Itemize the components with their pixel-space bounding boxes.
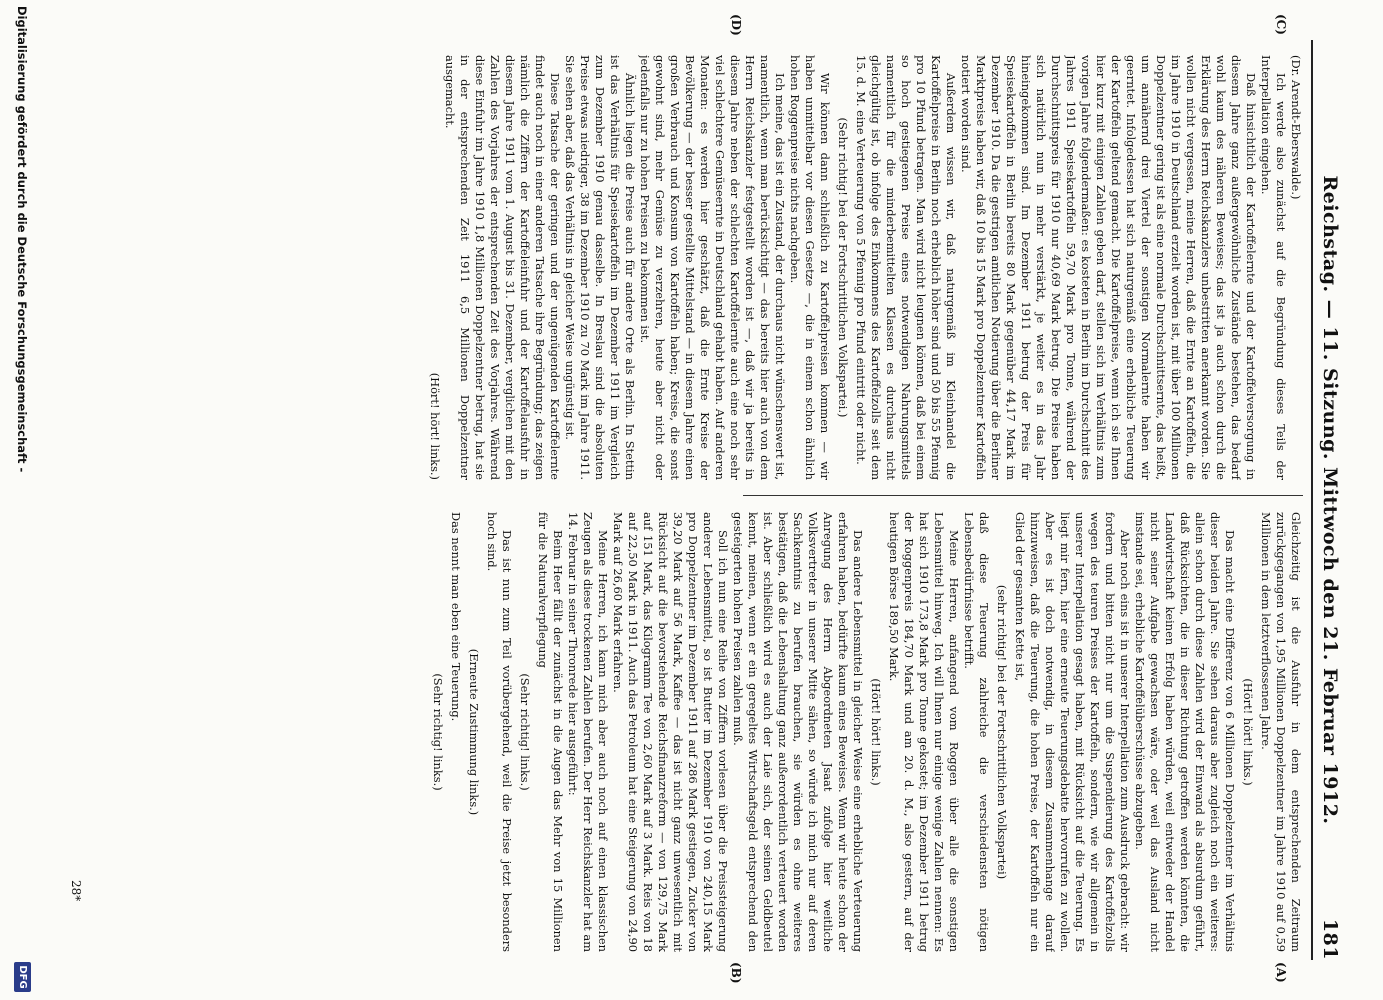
paragraph: Das macht eine Differenz von 6 Millionen Doppelzentner im Verhältnis dieser beiden Jahre. Sie sehen daraus aber zugleich noch ein weiteres: allein schon durch diese Zahlen wird der Einwand als absurdum geführt, daß Rücksichten, die in dieser Richtung getroffen werden könnten, die Landwirtschaft keinen Erfolg haben würden, weil entweder der Handel nicht seiner Aufgabe gewachsen wäre, oder weil das Ausland nicht imstande sei, erhebliche Kartoffelüberschüsse abzugeben. xyxy=(1133,512,1237,952)
paragraph: Meine Herren, ich kann mich aber auch noch auf einen klassischen Zeugen als diese trockenen Zahlen berufen. Der Herr Reichskanzler hat am 14. Februar in seiner Thronrede hier ausgeführt: xyxy=(566,512,610,952)
paragraph: daß diese Teuerung zahlreiche die verschiedensten nötigen Lebensbedürfnisse betrifft. xyxy=(962,512,991,952)
paragraph: (Hört! hört! links.) xyxy=(1241,678,1255,786)
margin-marker-a: (C) xyxy=(1274,14,1288,35)
digitization-footer xyxy=(11,0,33,1000)
text-column-right xyxy=(163,55,1303,480)
text-column-left xyxy=(163,512,1303,952)
page-number: 181 xyxy=(1319,918,1341,960)
paragraph: Das nennt man eben eine Teuerung. xyxy=(449,512,463,722)
page-header xyxy=(1311,40,1353,960)
page-signature: 28* xyxy=(69,880,83,902)
paragraph: Diese Tatsache der geringen und der ungenügenden Kartoffelernte findet auch noch in einer anderen Tatsache ihre Begründung; das zeigen nämlich die Ziffern der Kartoffeleinfuhr und der Kartoffelausfuhr in diesem Jahre 1911 vom 1. August bis 31. Dezember, verglichen mit den Zahlen des Vorjahres der entsprechenden Zeit des Vorjahres. Während diese Einfuhr im Jahre 1910 1,8 Millionen Doppelzentner betrug, hat sie in der entsprechenden Zeit 1911 6,5 Millionen Doppelzentner ausgemacht. xyxy=(443,55,562,480)
paragraph: Das andere Lebensmittel in gleicher Weise eine erhebliche Verteuerung erfahren haben, bedürfte kaum eines Beweises. Wenn wir heute schon der Anregung des Herrn Abgeordneten Jsaat zufolge hier weitliche Volksvertreter in unserer Mitte sähen, so würde ich mich nur auf deren Sachkenntnis zu berufen brauchen, sie würden es ohne weiteres bestätigen, daß die Lebenshaltung ganz außerordentlich verteuert worden ist. Aber schließlich wird es auch der Laie sich, der seinen Geldbeutel kennt, meinen, wenn er ein geregeltes Wirtschaftsgeld entsprechend den gesteigerten hohen Preisen zahlen muß. xyxy=(731,512,865,952)
paragraph: Aber noch eins ist in unserer Interpellation zum Ausdruck gebracht: wir fordern und bitten nicht nur um die Suspendierung des Kartoffelzolls wegen des teuren Preises der Kartoffeln, sondern, wie wir allgemein in unserer Interpellation gesagt haben, mit Rücksicht auf die Teuerung. Es liegt mir fern, hier eine erneute Teuerungsdebatte hervorrufen zu wollen. Aber es ist doch notwendig, in diesem Zusammenhange darauf hinzuweisen, daß die Teuerung, die hohen Preise, der Kartoffeln nur ein Glied der gesamten Kette ist, xyxy=(1013,512,1132,952)
paragraph: (sehr richtig! bei der Fortschrittlichen Volkspartei) xyxy=(995,584,1009,880)
paragraph: (Dr. Arendt-Eberswalde.) xyxy=(1289,55,1303,200)
paragraph: Wir können dann schließlich zu Kartoffelpreisen kommen — wir haben unmittelbar vor diesen Gesetze —, die in einem schon ähnlich hohen Roggenpreise nichts nachgeben. xyxy=(788,55,832,480)
paragraph: Ähnlich liegen die Preise auch für andere Orte als Berlin. In Stettin ist das Verhältnis für Speisekartoffeln im Dezember 1911 im Vergleich zum Dezember 1910 genau dasselbe. In Breslau sind die absoluten Preise etwas niedriger, 38 im Dezember 1910 zu 70 Mark im Jahre 1911. Sie sehen aber, daß das Verhältnis in gleicher Weise ungünstig ist. xyxy=(563,55,637,480)
paragraph: (Hört! hört! links.) xyxy=(428,372,442,480)
dfg-logo-icon: DFG xyxy=(14,962,31,992)
paragraph: (Sehr richtig! bei der Fortschrittlichen Volkspartei.) xyxy=(836,117,850,418)
paragraph: Meine Herren, anfangend vom Roggen über alle die sonstigen Lebensmittel hinweg. Ich will Ihnen nur einige wenige Zahlen nennen: Es hat sich 1910 173,8 Mark pro Tonne gekostet; im Dezember 1911 betrug der Roggenpreis 184,70 Mark und am 20. d. M., also gestern, auf der heutigen Börse 189,50 Mark. xyxy=(887,512,961,952)
paragraph: (Sehr richtig! links.) xyxy=(431,673,445,791)
paragraph: Ich meine, das ist ein Zustand, der durchaus nicht wünschenswert ist, namentlich, wenn man berücksichtigt — das bereits hier auch von dem Herrn Reichskanzler festgestellt worden ist —, daß wir ja bereits in diesem Jahre neben der schlechten Kartoffelernte auch eine noch sehr viel schlechtere Gemüseernte in Deutschland gehabt haben. Auf anderen Monaten: es werden hier geschätzt, daß die Ernte Kreise der Bevölkerung — der besser gestellte Mittelstand — in diesem Jahre einen großen Verbrauch und Konsum von Kartoffeln haben; Kreise, die sonst gewohnt sind, mehr Gemüse zu verzehren, heute aber nicht oder jedenfalls nur zu hohen Preisen zu bekommen ist. xyxy=(638,55,787,480)
paragraph: Außerdem wissen wir, daß naturgemäß im Kleinhandel die Kartoffelpreise in Berlin noch erheblich höher sind und 50 bis 55 Pfennig pro 10 Pfund betragen. Man wird nicht leugnen können, daß bei einem so hoch gestiegenen Preise eines notwendigen Nahrungsmittels namentlich für die minderbemittelten Klassen es durchaus nicht gleichgültig ist, ob infolge des Einkommens des Kartoffelzolls seit dem 15. d. M. eine Verteuerung von 5 Pfennig pro Pfund eintritt oder nicht. xyxy=(854,55,958,480)
paragraph: Beim Heer fällt der zunächst in die Augen das Mehr von 15 Millionen für die Naturalverpflegung xyxy=(536,512,565,952)
paragraph: Soll ich nun eine Reihe von Ziffern vorlesen über die Preissteigerung anderer Lebensmittel, so ist Butter im Dezember 1910 von 240,15 Mark pro Doppelzentner im Dezember 1911 auf 286 Mark gestiegen, Zucker von 39,20 Mark auf 56 Mark, Kaffee — das ist nicht ganz unwesentlich mit Rücksicht auf die bevorstehende Reichsfinanzreform — von 129,75 Mark auf 151 Mark, das Kilogramm Tee von 2,60 Mark auf 3 Mark. Reis von 18 auf 22,50 Mark in 1911. Auch das Petroleum hat eine Steigerung von 24,90 Mark auf 26,60 Mark erfahren. xyxy=(611,512,730,952)
margin-marker-b: (B) xyxy=(729,962,743,984)
paragraph: (Erneute Zustimmung links.) xyxy=(467,648,481,816)
header-title: Reichstag. — 11. Sitzung. Mittwoch den 21. Februar 1912. xyxy=(1319,175,1341,825)
paragraph: (Sehr richtig! links.) xyxy=(518,673,532,791)
paragraph: Ich werde also zunächst auf die Begründung dieses Teils der Interpellation eingehen. xyxy=(1259,55,1288,480)
column-divider xyxy=(743,495,1303,496)
paragraph: (Hört! hört! links.) xyxy=(869,678,883,786)
footer-text: Digitalisierung gefördert durch die Deutsche Forschungsgemeinschaft - xyxy=(15,6,29,473)
paragraph: Gleichzeitig ist die Ausfuhr in dem entsprechenden Zeitraum zurückgegangen von 1,95 Millionen Doppelzentner im Jahre 1910 auf 0,59 Millionen in dem letztverflossenen Jahre. xyxy=(1259,512,1303,952)
margin-marker-c: (A) xyxy=(1274,962,1288,983)
paragraph: Daß hinsichtlich der Kartoffelernte und der Kartoffelversorgung in diesem Jahre ganz außergewöhnliche Zustände bestehen, das bedarf wohl kaum des näheren Beweises; das ist ja auch schon durch die Erklärung des Herrn Reichskanzlers unbestritten anerkannt worden. Sie wollen nicht vergessen, meine Herren, daß die Ernte an Kartoffeln, die im Jahre 1910 in Deutschland erzielt worden ist, mit über 100 Millionen Doppelzentner gering ist als eine normale Durchschnittsernte, das heißt, um annähernd drei Viertel der sonstigen Normalernte haben wir geerntet. Infolgedessen hat sich naturgemäß eine erhebliche Teuerung der Kartoffeln geltend gemacht. Die Kartoffelpreise, wenn ich sie Ihnen hier kurz mit einigen Zahlen geben darf, stellen sich im Verhältnis zum vorigen Jahre folgendermaßen: es kosteten in Berlin im Durchschnitt des Jahres 1911 Speisekartoffeln 59,70 Mark pro Tonne, während der Durchschnittspreis für 1910 nur 40,69 Mark betrug. Die Preise haben sich natürlich nun in mehr verstärkt, je weiter es in das Jahr hineingekommen sind. Im Dezember 1911 betrug der Preis für Speisekartoffeln in Berlin bereits 80 Mark gegenüber 44,17 Mark im Dezember 1910. Da die gestrigen amtlichen Notierung über die Berliner Marktpreise haben wir, daß 10 bis 15 Mark pro Doppelzentner Kartoffeln notiert worden sind. xyxy=(959,55,1258,480)
paragraph: Das ist nun zum Teil vorübergehend, weil die Preise jetzt besonders hoch sind. xyxy=(485,512,514,952)
margin-marker-d: (D) xyxy=(729,14,743,36)
